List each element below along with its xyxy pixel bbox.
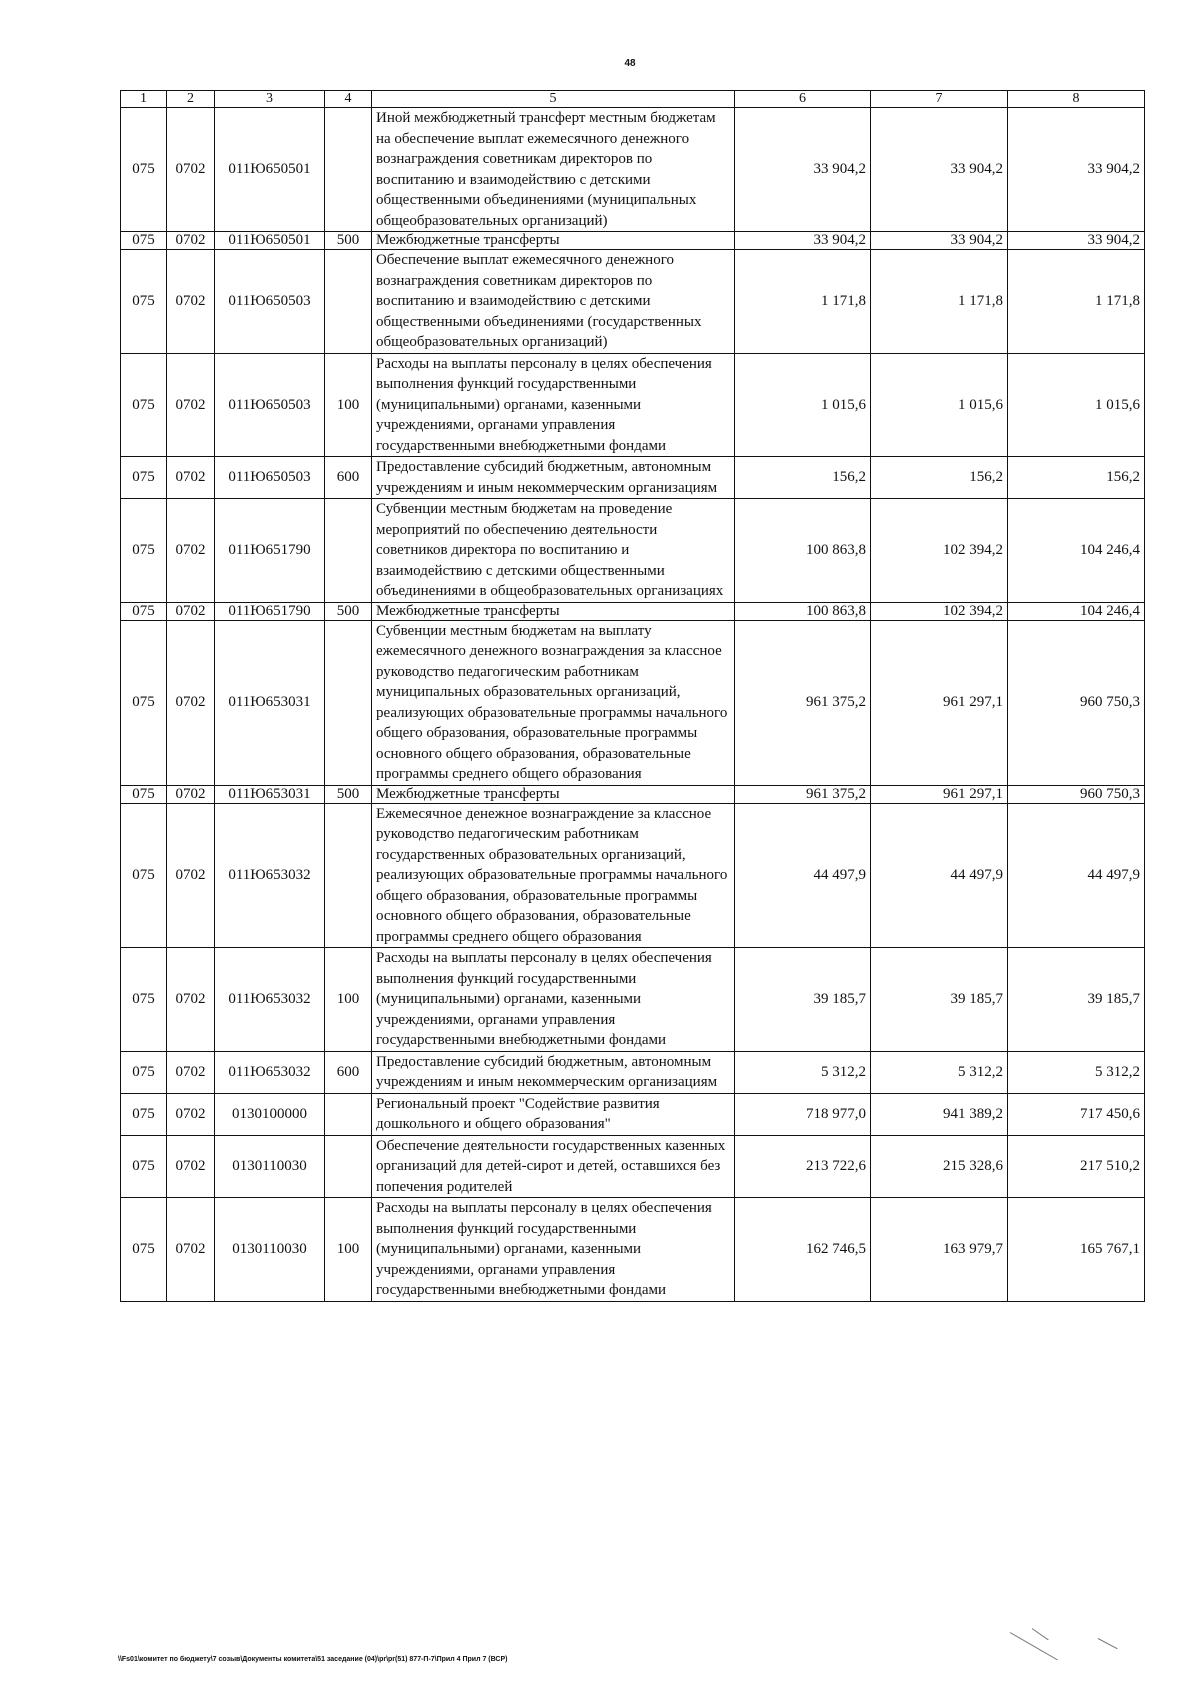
item-description: Иной межбюджетный трансферт местным бюджетам на обеспечение выплат ежемесячного денежного вознаграждения советникам директоров по воспитанию и взаимодействию с детскими общественными объединениями (муниципальных общеобразовательных организаций): [372, 108, 735, 232]
amount-col-6: 100 863,8: [735, 499, 871, 603]
expense-type-code: [325, 1093, 372, 1135]
target-code: 011Ю651790: [215, 602, 325, 620]
section-code: 0702: [167, 499, 215, 603]
section-code: 0702: [167, 785, 215, 803]
column-header: 6: [735, 91, 871, 108]
item-description: Предоставление субсидий бюджетным, автономным учреждениям и иным некоммерческим организациям: [372, 1051, 735, 1093]
target-code: 011Ю651790: [215, 499, 325, 603]
amount-col-6: 1 015,6: [735, 353, 871, 457]
amount-col-8: 44 497,9: [1008, 803, 1145, 948]
table-row: [121, 232, 1145, 250]
column-header: 8: [1008, 91, 1145, 108]
ministry-code: 075: [121, 803, 167, 948]
item-description: Субвенции местным бюджетам на проведение мероприятий по обеспечению деятельности советников директора по воспитанию и взаимодействию с детскими общественными объединениями в общеобразовательных организациях: [372, 499, 735, 603]
item-description: Расходы на выплаты персоналу в целях обеспечения выполнения функций государственными (муниципальными) органами, казенными учреждениями, органами управления государственными внебюджетными фондами: [372, 948, 735, 1052]
item-description: Межбюджетные трансферты: [372, 232, 735, 250]
section-code: 0702: [167, 602, 215, 620]
amount-col-7: 941 389,2: [871, 1093, 1008, 1135]
ministry-code: 075: [121, 602, 167, 620]
expense-type-code: [325, 620, 372, 785]
table-row: [121, 1135, 1145, 1198]
amount-col-6: 213 722,6: [735, 1135, 871, 1198]
section-code: 0702: [167, 250, 215, 354]
table-row: [121, 499, 1145, 603]
item-description: Региональный проект "Содействие развития дошкольного и общего образования": [372, 1093, 735, 1135]
amount-col-8: 156,2: [1008, 457, 1145, 499]
ministry-code: 075: [121, 620, 167, 785]
target-code: 011Ю653032: [215, 803, 325, 948]
target-code: 0130100000: [215, 1093, 325, 1135]
amount-col-8: 960 750,3: [1008, 620, 1145, 785]
item-description: Субвенции местным бюджетам на выплату ежемесячного денежного вознаграждения за классное руководство педагогическим работникам муниципальных образовательных организаций, реализующих образовательные программы начального общего образования, образовательные программы основного общего образования, образовательные программы среднего общего образования: [372, 620, 735, 785]
table-row: [121, 108, 1145, 232]
amount-col-7: 39 185,7: [871, 948, 1008, 1052]
item-description: Расходы на выплаты персоналу в целях обеспечения выполнения функций государственными (муниципальными) органами, казенными учреждениями, органами управления государственными внебюджетными фондами: [372, 353, 735, 457]
amount-col-8: 1 015,6: [1008, 353, 1145, 457]
target-code: 011Ю653032: [215, 948, 325, 1052]
amount-col-6: 39 185,7: [735, 948, 871, 1052]
target-code: 011Ю650501: [215, 232, 325, 250]
amount-col-8: 39 185,7: [1008, 948, 1145, 1052]
amount-col-6: 718 977,0: [735, 1093, 871, 1135]
budget-table: [120, 90, 1145, 1302]
ministry-code: 075: [121, 457, 167, 499]
amount-col-7: 961 297,1: [871, 785, 1008, 803]
section-code: 0702: [167, 1051, 215, 1093]
amount-col-8: 165 767,1: [1008, 1198, 1145, 1302]
ministry-code: 075: [121, 499, 167, 603]
item-description: Обеспечение выплат ежемесячного денежного вознаграждения советникам директоров по воспитанию и взаимодействию с детскими общественными объединениями (государственных общеобразовательных организаций): [372, 250, 735, 354]
amount-col-6: 33 904,2: [735, 232, 871, 250]
table-row: [121, 948, 1145, 1052]
table-row: [121, 353, 1145, 457]
table-header-row: [121, 91, 1145, 108]
amount-col-6: 44 497,9: [735, 803, 871, 948]
section-code: 0702: [167, 803, 215, 948]
expense-type-code: [325, 108, 372, 232]
table-row: [121, 1093, 1145, 1135]
ministry-code: 075: [121, 1198, 167, 1302]
table-row: [121, 785, 1145, 803]
amount-col-8: 960 750,3: [1008, 785, 1145, 803]
item-description: Межбюджетные трансферты: [372, 785, 735, 803]
footer-file-path: \\Fs01\комитет по бюджету\7 созыв\Документы комитета\51 заседание (04)\pr\pr(51) 877-П-7\Прил 4 Прил 7 (ВСР): [118, 1656, 508, 1663]
scan-mark: [1010, 1632, 1058, 1660]
table-row: [121, 457, 1145, 499]
column-header: 4: [325, 91, 372, 108]
amount-col-7: 1 015,6: [871, 353, 1008, 457]
section-code: 0702: [167, 108, 215, 232]
ministry-code: 075: [121, 232, 167, 250]
page-number: 48: [624, 58, 636, 69]
expense-type-code: 500: [325, 785, 372, 803]
target-code: 011Ю653031: [215, 620, 325, 785]
target-code: 011Ю650503: [215, 457, 325, 499]
column-header: 1: [121, 91, 167, 108]
amount-col-6: 162 746,5: [735, 1198, 871, 1302]
target-code: 011Ю653032: [215, 1051, 325, 1093]
expense-type-code: 600: [325, 1051, 372, 1093]
table-row: [121, 803, 1145, 948]
amount-col-8: 1 171,8: [1008, 250, 1145, 354]
expense-type-code: [325, 803, 372, 948]
amount-col-6: 961 375,2: [735, 785, 871, 803]
item-description: Обеспечение деятельности государственных казенных организаций для детей-сирот и детей, оставшихся без попечения родителей: [372, 1135, 735, 1198]
amount-col-8: 33 904,2: [1008, 108, 1145, 232]
section-code: 0702: [167, 948, 215, 1052]
expense-type-code: 100: [325, 353, 372, 457]
amount-col-6: 5 312,2: [735, 1051, 871, 1093]
amount-col-6: 156,2: [735, 457, 871, 499]
item-description: Предоставление субсидий бюджетным, автономным учреждениям и иным некоммерческим организациям: [372, 457, 735, 499]
amount-col-7: 215 328,6: [871, 1135, 1008, 1198]
amount-col-7: 961 297,1: [871, 620, 1008, 785]
expense-type-code: [325, 1135, 372, 1198]
amount-col-7: 163 979,7: [871, 1198, 1008, 1302]
amount-col-6: 1 171,8: [735, 250, 871, 354]
ministry-code: 075: [121, 1093, 167, 1135]
item-description: Ежемесячное денежное вознаграждение за классное руководство педагогическим работникам государственных образовательных организаций, реализующих образовательные программы начального общего образования, образовательные программы основного общего образования, образовательные программы среднего общего образования: [372, 803, 735, 948]
expense-type-code: 500: [325, 602, 372, 620]
section-code: 0702: [167, 457, 215, 499]
target-code: 011Ю653031: [215, 785, 325, 803]
ministry-code: 075: [121, 948, 167, 1052]
expense-type-code: [325, 250, 372, 354]
item-description: Межбюджетные трансферты: [372, 602, 735, 620]
column-header: 5: [372, 91, 735, 108]
amount-col-8: 104 246,4: [1008, 602, 1145, 620]
amount-col-8: 5 312,2: [1008, 1051, 1145, 1093]
amount-col-7: 102 394,2: [871, 499, 1008, 603]
section-code: 0702: [167, 620, 215, 785]
expense-type-code: 100: [325, 1198, 372, 1302]
target-code: 011Ю650501: [215, 108, 325, 232]
amount-col-8: 33 904,2: [1008, 232, 1145, 250]
amount-col-8: 104 246,4: [1008, 499, 1145, 603]
amount-col-6: 961 375,2: [735, 620, 871, 785]
section-code: 0702: [167, 1198, 215, 1302]
amount-col-6: 33 904,2: [735, 108, 871, 232]
table-row: [121, 1198, 1145, 1302]
ministry-code: 075: [121, 108, 167, 232]
amount-col-7: 5 312,2: [871, 1051, 1008, 1093]
table-row: [121, 1051, 1145, 1093]
expense-type-code: [325, 499, 372, 603]
ministry-code: 075: [121, 785, 167, 803]
table-row: [121, 602, 1145, 620]
column-header: 7: [871, 91, 1008, 108]
section-code: 0702: [167, 353, 215, 457]
expense-type-code: 600: [325, 457, 372, 499]
expense-type-code: 500: [325, 232, 372, 250]
table-row: [121, 620, 1145, 785]
amount-col-7: 33 904,2: [871, 232, 1008, 250]
amount-col-7: 102 394,2: [871, 602, 1008, 620]
scan-mark: [1032, 1628, 1049, 1640]
item-description: Расходы на выплаты персоналу в целях обеспечения выполнения функций государственными (муниципальными) органами, казенными учреждениями, органами управления государственными внебюджетными фондами: [372, 1198, 735, 1302]
ministry-code: 075: [121, 1135, 167, 1198]
ministry-code: 075: [121, 353, 167, 457]
target-code: 0130110030: [215, 1135, 325, 1198]
column-header: 3: [215, 91, 325, 108]
amount-col-7: 33 904,2: [871, 108, 1008, 232]
ministry-code: 075: [121, 1051, 167, 1093]
target-code: 0130110030: [215, 1198, 325, 1302]
amount-col-7: 1 171,8: [871, 250, 1008, 354]
section-code: 0702: [167, 1135, 215, 1198]
amount-col-7: 156,2: [871, 457, 1008, 499]
expense-type-code: 100: [325, 948, 372, 1052]
scan-mark: [1098, 1638, 1118, 1649]
amount-col-8: 217 510,2: [1008, 1135, 1145, 1198]
ministry-code: 075: [121, 250, 167, 354]
amount-col-6: 100 863,8: [735, 602, 871, 620]
table-row: [121, 250, 1145, 354]
section-code: 0702: [167, 1093, 215, 1135]
target-code: 011Ю650503: [215, 250, 325, 354]
section-code: 0702: [167, 232, 215, 250]
column-header: 2: [167, 91, 215, 108]
amount-col-8: 717 450,6: [1008, 1093, 1145, 1135]
amount-col-7: 44 497,9: [871, 803, 1008, 948]
target-code: 011Ю650503: [215, 353, 325, 457]
